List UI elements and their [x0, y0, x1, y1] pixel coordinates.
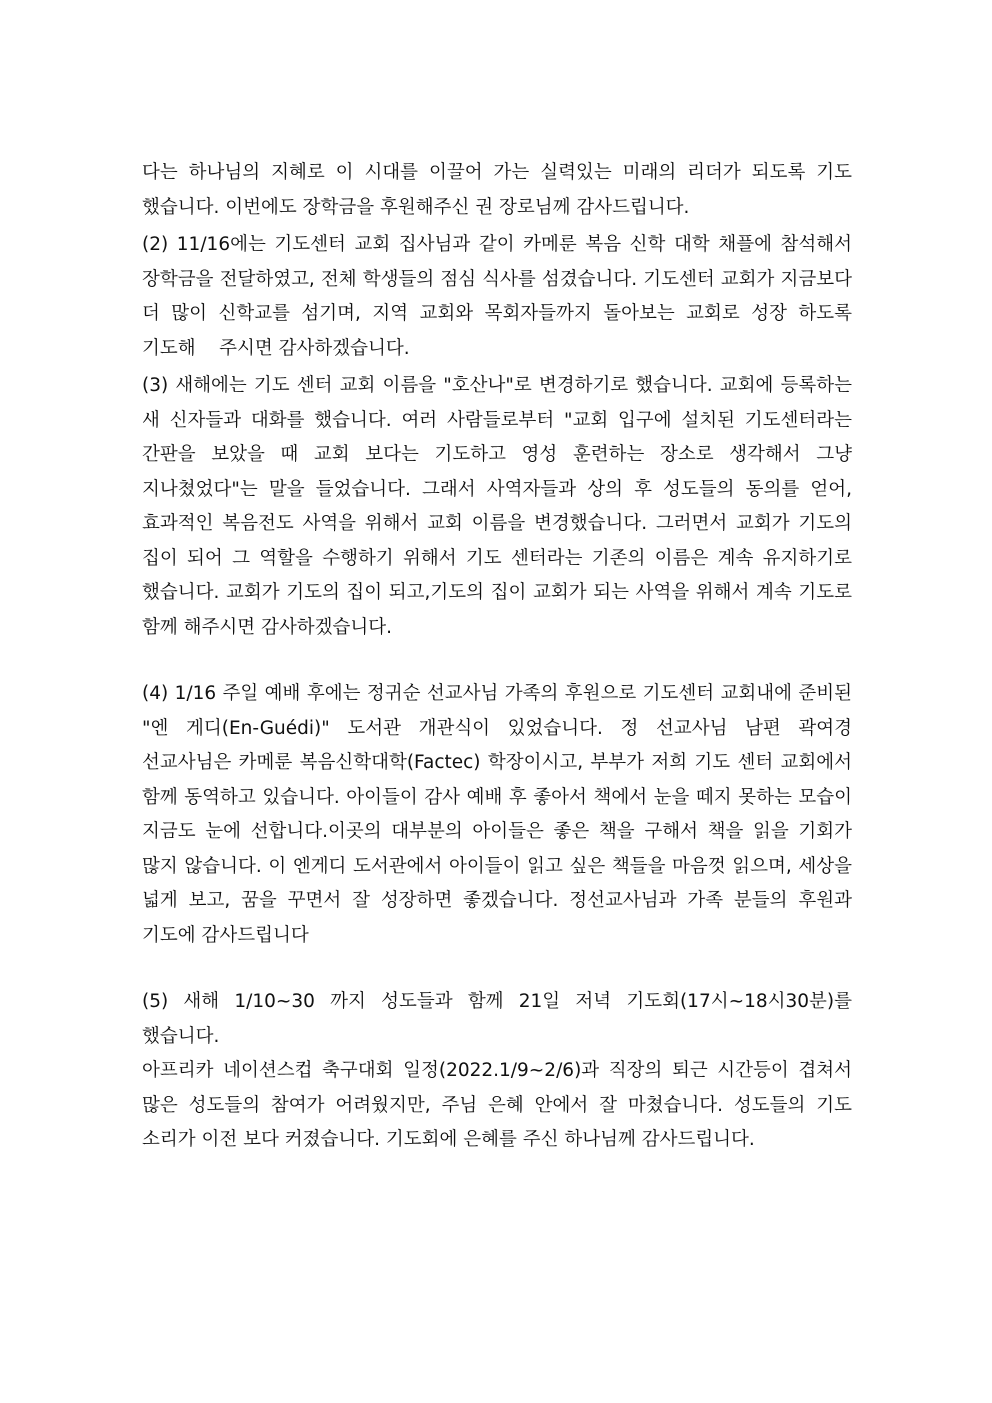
paragraph-item-5-prayer-meeting-detail: 아프리카 네이션스컵 축구대회 일정(2022.1/9~2/6)과 직장의 퇴근 시간등이 겹쳐서 많은 성도들의 참여가 어려웠지만, 주님 은혜 안에서 잘 마쳤습니다. 성도들의 기도 소리가 이전 보다 커졌습니다. 기도회에 은혜를 주신 하나님께 감사드립니다.: [142, 1060, 858, 1150]
paragraph-item-2-seminary-chapel: (2) 11/16에는 기도센터 교회 집사님과 같이 카메룬 복음 신학 대학 채플에 참석해서 장학금을 전달하였고, 전체 학생들의 점심 식사를 섬겼습니다. 기도센터 교회가 지금보다 더 많이 신학교를 섬기며, 지역 교회와 목회자들까지 돌아보는 교회로 성장 하도록 기도해 주시면 감사하겠습니다.: [142, 234, 858, 359]
paragraph-item-4-library-opening: (4) 1/16 주일 예배 후에는 정귀순 선교사님 가족의 후원으로 기도센터 교회내에 준비된 "엔 게디(En-Guédi)" 도서관 개관식이 있었습니다. 정 선교사님 남편 곽여경 선교사님은 카메룬 복음신학대학(Factec) 학장이시고, 부부가 저희 기도 센터 교회에서 함께 동역하고 있습니다. 아이들이 감사 예배 후 좋아서 책에서 눈을 떼지 못하는 모습이 지금도 눈에 선합니다.이곳의 대부분의 아이들은 좋은 책을 구해서 책을 읽을 기회가 많지 않습니다. 이 엔게디 도서관에서 아이들이 읽고 싶은 책들을 마음껏 읽으며, 세상을 넓게 보고, 꿈을 꾸면서 잘 성장하면 좋겠습니다. 정선교사님과 가족 분들의 후원과 기도에 감사드립니다: [142, 683, 858, 946]
paragraph-scholarship-continued: 다는 하나님의 지혜로 이 시대를 이끌어 가는 실력있는 미래의 리더가 되도록 기도 했습니다. 이번에도 장학금을 후원해주신 권 장로님께 감사드립니다.: [142, 162, 858, 218]
paragraph-item-5-prayer-meeting: (5) 새해 1/10~30 까지 성도들과 함께 21일 저녁 기도회(17시~18시30분)를 했습니다.: [142, 991, 858, 1047]
paragraph-item-3-church-rename: (3) 새해에는 기도 센터 교회 이름을 "호산나"로 변경하기로 했습니다. 교회에 등록하는 새 신자들과 대화를 했습니다. 여러 사람들로부터 "교회 입구에 설치된 기도센터라는 간판을 보았을 때 교회 보다는 기도하고 영성 훈련하는 장소로 생각해서 그냥 지나쳤었다"는 말을 들었습니다. 그래서 사역자들과 상의 후 성도들의 동의를 얻어, 효과적인 복음전도 사역을 위해서 교회 이름을 변경했습니다. 그러면서 교회가 기도의 집이 되어 그 역할을 수행하기 위해서 기도 센터라는 기존의 이름은 계속 유지하기로 했습니다. 교회가 기도의 집이 되고,기도의 집이 교회가 되는 사역을 위해서 계속 기도로 함께 해주시면 감사하겠습니다.: [142, 375, 858, 638]
document-page: [142, 156, 858, 1158]
